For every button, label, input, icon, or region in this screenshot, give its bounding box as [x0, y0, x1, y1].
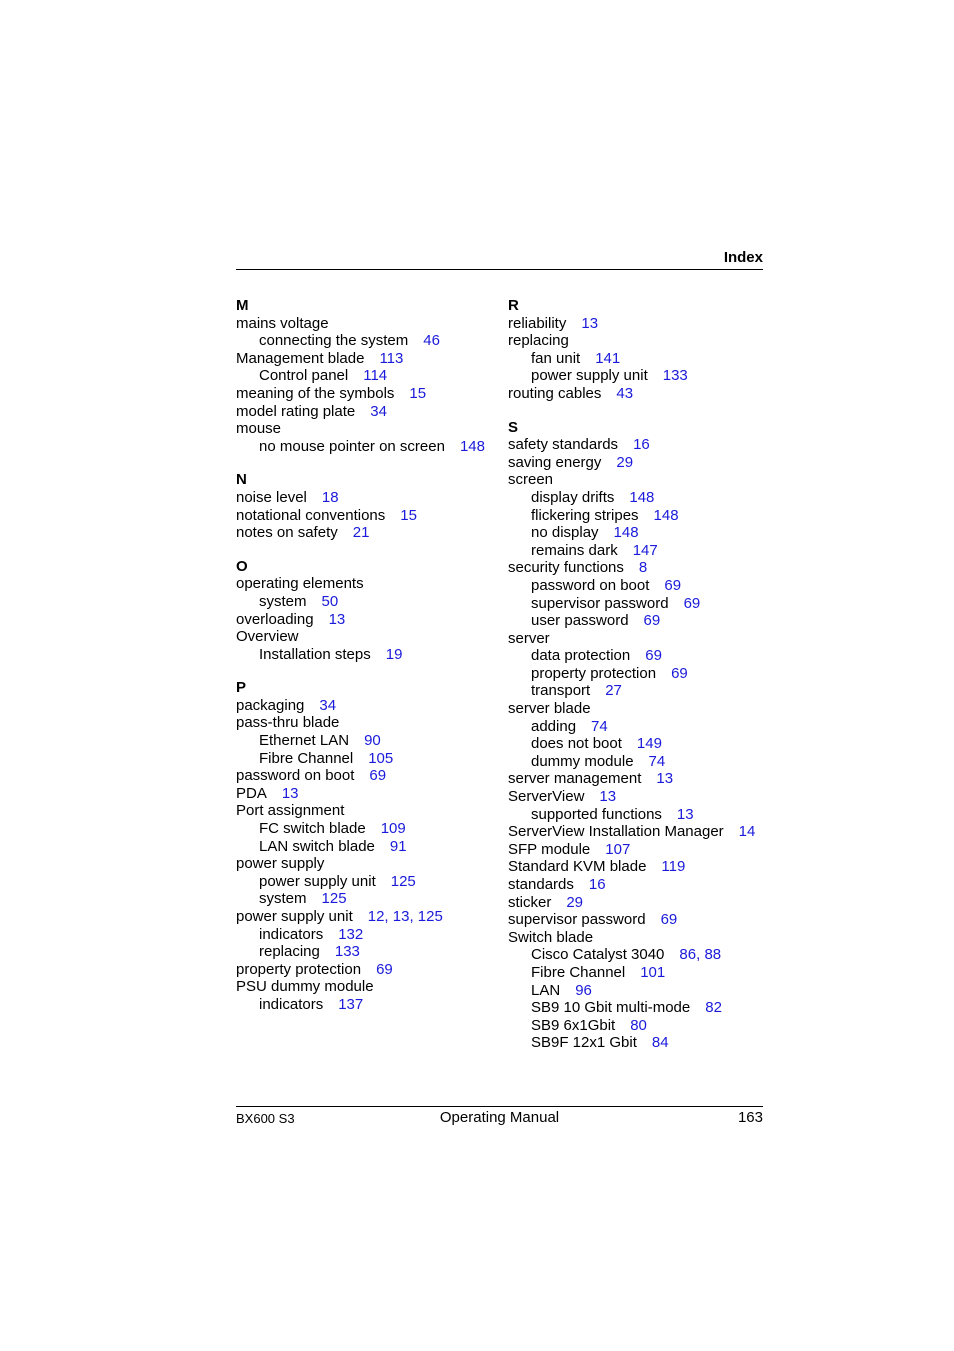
index-term: no mouse pointer on screen — [259, 437, 445, 455]
page-references — [644, 612, 661, 629]
index-entry — [508, 823, 773, 841]
index-term: power supply — [236, 855, 325, 873]
index-subentry — [508, 982, 773, 1000]
page-references — [390, 838, 407, 855]
page-references — [649, 753, 666, 770]
index-group-letter: N — [236, 471, 247, 489]
index-subentry — [508, 718, 773, 736]
page-references — [589, 876, 606, 893]
page-link[interactable]: 13 — [599, 788, 617, 806]
index-subentry — [236, 750, 501, 768]
page-link[interactable]: 29 — [616, 453, 634, 471]
index-term: property protection — [236, 960, 362, 978]
index-term: Fibre Channel — [259, 749, 354, 767]
page-link[interactable]: 88 — [704, 946, 722, 964]
index-entry — [236, 961, 501, 979]
index-term: data protection — [531, 647, 631, 665]
index-term: routing cables — [508, 384, 602, 402]
index-term: screen — [508, 471, 554, 489]
index-term: reliability — [508, 314, 567, 332]
index-term: SFP module — [508, 840, 591, 858]
index-subentry — [508, 350, 773, 368]
page-references — [282, 785, 299, 802]
index-term: does not boot — [531, 735, 622, 753]
index-entry — [508, 929, 773, 947]
index-entry — [236, 575, 501, 593]
page-link[interactable]: 125 — [417, 908, 443, 925]
page-link[interactable]: 69 — [369, 767, 387, 785]
index-term: ServerView — [508, 788, 585, 806]
page-link[interactable]: 69 — [664, 576, 682, 594]
page-link[interactable]: 13 — [676, 805, 694, 823]
footer-page-number: 163 — [737, 1109, 763, 1126]
page-link[interactable]: 69 — [376, 960, 393, 978]
index-subentry — [508, 964, 773, 982]
index-term: safety standards — [508, 436, 619, 454]
index-subentry — [508, 682, 773, 700]
page-link[interactable]: 148 — [459, 437, 485, 455]
page-link[interactable]: 27 — [605, 682, 622, 700]
index-subentry — [236, 332, 501, 350]
index-subentry — [236, 873, 501, 891]
index-entry — [236, 802, 501, 820]
page-link[interactable]: 148 — [653, 506, 679, 524]
page-link[interactable]: 13 — [328, 610, 346, 628]
page-link[interactable]: 16 — [633, 436, 650, 454]
page-references — [599, 788, 616, 805]
index-term: connecting the system — [259, 332, 409, 350]
index-subentry — [236, 593, 501, 611]
index-term: replacing — [508, 332, 569, 350]
page-references — [640, 964, 665, 981]
page-references — [595, 350, 620, 367]
index-subentry — [508, 735, 773, 753]
index-subentry — [508, 367, 773, 385]
page-link[interactable]: 90 — [364, 732, 381, 750]
index-term: overloading — [236, 610, 314, 628]
page-references — [684, 595, 701, 612]
page-link[interactable]: 132 — [338, 925, 364, 943]
page-references — [364, 732, 381, 749]
page-references — [739, 823, 756, 840]
index-entry — [508, 788, 773, 806]
index-entry — [508, 876, 773, 894]
page-separator: , — [409, 908, 418, 925]
page-references — [630, 1017, 647, 1034]
index-subentry — [508, 577, 773, 595]
index-subentry — [236, 820, 501, 838]
page-link[interactable]: 15 — [400, 506, 417, 524]
index-subentry — [508, 612, 773, 630]
page-references — [376, 961, 393, 978]
page-link[interactable]: 18 — [321, 488, 339, 506]
page-references — [664, 577, 681, 594]
page-references — [605, 841, 630, 858]
index-term: indicators — [259, 925, 324, 943]
page-link[interactable]: 125 — [390, 872, 416, 890]
index-subentry — [508, 524, 773, 542]
page-link[interactable]: 34 — [370, 402, 387, 420]
index-entry — [236, 420, 501, 438]
index-subentry — [236, 926, 501, 944]
page-references — [423, 332, 440, 349]
page-link[interactable]: 148 — [613, 524, 639, 542]
index-entry — [508, 700, 773, 718]
page-link[interactable]: 46 — [423, 332, 440, 350]
page-references — [614, 524, 639, 541]
page-link[interactable]: 82 — [705, 999, 722, 1017]
page-link[interactable]: 13 — [392, 908, 410, 925]
footer-rule — [236, 1106, 763, 1107]
page-link[interactable]: 141 — [595, 349, 621, 367]
index-subentry — [508, 542, 773, 560]
index-entry — [236, 489, 501, 507]
index-term: no display — [531, 524, 599, 542]
page-references — [460, 438, 485, 455]
index-entry — [508, 630, 773, 648]
page-references — [322, 593, 339, 610]
index-group-m — [236, 297, 501, 455]
index-term: SB9 10 Gbit multi-mode — [531, 999, 691, 1017]
index-entry — [236, 767, 501, 785]
index-group-o — [236, 558, 501, 664]
index-term: security functions — [508, 559, 624, 577]
index-term: power supply unit — [236, 908, 353, 925]
index-entry — [508, 559, 773, 577]
index-term: Control panel — [259, 367, 349, 385]
index-group-letter: M — [236, 297, 249, 314]
index-entry — [236, 403, 501, 421]
page-link[interactable]: 21 — [352, 524, 370, 542]
index-group-p — [236, 679, 501, 1013]
index-term: FC switch blade — [259, 820, 366, 838]
page-link[interactable]: 34 — [319, 696, 337, 714]
index-term: standards — [508, 876, 574, 893]
index-term: SB9F 12x1 Gbit — [531, 1034, 637, 1052]
index-entry — [236, 855, 501, 873]
index-term: supervisor password — [508, 911, 646, 929]
index-subentry — [508, 753, 773, 771]
index-subentry — [236, 890, 501, 908]
page-references — [633, 436, 650, 453]
page-link[interactable]: 109 — [380, 820, 406, 838]
page-link[interactable]: 69 — [683, 594, 701, 612]
index-term: system — [259, 890, 307, 908]
page-references — [661, 911, 678, 928]
index-term: supported functions — [531, 805, 662, 823]
index-term: indicators — [259, 995, 324, 1013]
index-subentry — [508, 665, 773, 683]
page-references — [629, 489, 654, 506]
index-term: LAN switch blade — [259, 837, 375, 855]
index-term: Cisco Catalyst 3040 — [531, 946, 665, 964]
page-link[interactable]: 43 — [616, 384, 634, 402]
page-link[interactable]: 137 — [338, 995, 364, 1013]
page-references — [370, 403, 387, 420]
page-link[interactable]: 16 — [588, 876, 606, 893]
index-entry — [508, 332, 773, 350]
index-entry — [508, 894, 773, 912]
page-link[interactable]: 69 — [660, 911, 678, 929]
index-group-letter: P — [236, 679, 247, 697]
page-references — [679, 946, 721, 963]
index-subentry — [508, 999, 773, 1017]
page-references — [656, 770, 673, 787]
page-references — [616, 454, 633, 471]
page-references — [637, 735, 662, 752]
index-term: packaging — [236, 696, 305, 714]
index-term: mains voltage — [236, 314, 329, 332]
page-link[interactable]: 96 — [575, 981, 592, 999]
index-term: Fibre Channel — [531, 963, 626, 981]
index-column-right — [508, 297, 773, 1068]
index-term: saving energy — [508, 453, 602, 471]
footer-manual-title: Operating Manual — [439, 1109, 560, 1126]
page-link[interactable]: 133 — [662, 367, 688, 385]
page-references — [363, 367, 387, 384]
page-link[interactable]: 125 — [321, 890, 347, 908]
index-subentry — [236, 367, 501, 385]
page-references — [338, 996, 363, 1013]
index-subentry — [236, 646, 501, 664]
index-subentry — [508, 647, 773, 665]
page-link[interactable]: 69 — [645, 647, 662, 665]
index-term: adding — [531, 717, 577, 735]
index-entry — [236, 507, 501, 525]
page-link[interactable]: 86 — [679, 946, 697, 964]
index-subentry — [508, 507, 773, 525]
page-references — [319, 697, 336, 714]
page-references — [663, 367, 688, 384]
index-term: PDA — [236, 784, 267, 802]
index-term: Overview — [236, 628, 299, 646]
index-entry — [508, 858, 773, 876]
index-subentry — [236, 438, 501, 456]
index-term: replacing — [259, 943, 320, 961]
index-term: notes on safety — [236, 524, 338, 542]
page-link[interactable]: 13 — [656, 770, 674, 788]
index-column-left — [236, 297, 501, 1030]
page-link[interactable]: 148 — [629, 488, 655, 506]
page-references — [633, 542, 658, 559]
page-references — [335, 943, 360, 960]
page-references — [639, 559, 647, 576]
index-term: flickering stripes — [531, 506, 639, 524]
index-entry — [508, 770, 773, 788]
page-link[interactable]: 12 — [367, 908, 385, 925]
page-references — [591, 718, 608, 735]
page-link[interactable]: 8 — [638, 559, 648, 577]
index-subentry — [508, 489, 773, 507]
index-term: system — [259, 592, 307, 610]
index-term: server — [508, 629, 550, 647]
page-link[interactable]: 69 — [643, 612, 661, 630]
index-term: Switch blade — [508, 928, 594, 946]
index-term: transport — [531, 682, 591, 700]
index-entry — [236, 315, 501, 333]
index-group-r — [508, 297, 773, 403]
page-link[interactable]: 50 — [321, 592, 339, 610]
index-term: noise level — [236, 488, 307, 506]
page-link[interactable]: 149 — [636, 735, 662, 753]
page-separator: , — [384, 908, 393, 925]
page-references — [379, 350, 403, 367]
index-term: server blade — [508, 700, 591, 718]
page-footer — [236, 1109, 763, 1129]
index-term: server management — [508, 770, 642, 788]
page-references — [616, 385, 633, 402]
index-term: notational conventions — [236, 506, 386, 524]
page-references — [677, 806, 694, 823]
page-link[interactable]: 119 — [661, 858, 686, 876]
index-term: dummy module — [531, 752, 634, 770]
index-group-letter: S — [508, 418, 519, 436]
page-link[interactable]: 19 — [385, 645, 403, 663]
index-term: Management blade — [236, 349, 365, 367]
running-head-title: Index — [723, 249, 763, 266]
index-entry — [236, 908, 501, 926]
index-term: display drifts — [531, 488, 615, 506]
index-subentry — [508, 946, 773, 964]
page-link[interactable]: 13 — [281, 784, 299, 802]
index-subentry — [508, 1034, 773, 1052]
index-term: LAN — [531, 981, 561, 999]
footer-product: BX600 S3 — [236, 1111, 295, 1126]
page-link[interactable]: 147 — [632, 541, 658, 559]
page-references — [368, 750, 393, 767]
index-entry — [508, 471, 773, 489]
page-references — [575, 982, 592, 999]
page-link[interactable]: 113 — [379, 349, 404, 367]
page-link[interactable]: 74 — [591, 717, 608, 735]
index-entry — [236, 611, 501, 629]
index-subentry — [236, 838, 501, 856]
page-link[interactable]: 107 — [605, 840, 631, 858]
index-term: sticker — [508, 893, 552, 911]
index-group-n — [236, 471, 501, 541]
page-references — [386, 646, 403, 663]
index-entry — [508, 315, 773, 333]
index-group-letter: O — [236, 557, 248, 575]
page-references — [581, 315, 598, 332]
index-entry — [508, 436, 773, 454]
page-references — [661, 858, 685, 875]
page-references — [322, 890, 347, 907]
index-entry — [236, 697, 501, 715]
index-entry — [236, 385, 501, 403]
index-entry — [236, 714, 501, 732]
page-link[interactable]: 29 — [566, 893, 584, 911]
index-subentry — [236, 732, 501, 750]
index-term: meaning of the symbols — [236, 384, 395, 402]
index-term: fan unit — [531, 349, 581, 367]
header-rule — [236, 269, 763, 270]
page-references — [409, 385, 426, 402]
index-entry — [236, 524, 501, 542]
page-link[interactable]: 105 — [368, 749, 394, 767]
index-term: mouse — [236, 420, 282, 438]
page-references — [400, 507, 417, 524]
index-entry — [508, 385, 773, 403]
index-term: password on boot — [236, 767, 355, 785]
page-link[interactable]: 74 — [648, 752, 666, 770]
index-term: Ethernet LAN — [259, 732, 350, 750]
index-group-letter: R — [508, 297, 519, 314]
index-term: user password — [531, 612, 629, 630]
page-references — [671, 665, 688, 682]
page-references — [338, 926, 363, 943]
index-term: operating elements — [236, 575, 364, 593]
index-entry — [508, 911, 773, 929]
index-subentry — [236, 943, 501, 961]
page-separator: , — [696, 946, 705, 964]
index-term: Installation steps — [259, 645, 371, 663]
index-term: Port assignment — [236, 802, 345, 820]
page-references — [391, 873, 416, 890]
index-entry — [508, 454, 773, 472]
index-term: property protection — [531, 664, 657, 682]
index-term: pass-thru blade — [236, 714, 340, 732]
index-entry — [236, 628, 501, 646]
index-entry — [236, 978, 501, 996]
index-term: Standard KVM blade — [508, 858, 647, 876]
page-references — [652, 1034, 669, 1051]
index-entry — [236, 350, 501, 368]
page-references — [329, 611, 346, 628]
page-references — [645, 647, 662, 664]
index-entry — [508, 841, 773, 859]
page-references — [566, 894, 583, 911]
index-term: SB9 6x1Gbit — [531, 1016, 616, 1034]
index-term: power supply unit — [259, 872, 376, 890]
page-link[interactable]: 84 — [651, 1034, 669, 1052]
index-group-s — [508, 419, 773, 1052]
page-link[interactable]: 69 — [671, 664, 688, 682]
index-subentry — [236, 996, 501, 1014]
page-references — [368, 908, 443, 925]
index-term: ServerView Installation Manager — [508, 823, 724, 841]
page-link[interactable]: 80 — [630, 1016, 647, 1034]
page-references — [381, 820, 406, 837]
page-link[interactable]: 133 — [334, 943, 360, 961]
page-references — [654, 507, 679, 524]
index-entry — [236, 785, 501, 803]
page-references — [705, 999, 722, 1016]
page-link[interactable]: 13 — [581, 314, 599, 332]
page-link[interactable]: 114 — [363, 367, 388, 385]
index-term: model rating plate — [236, 402, 356, 420]
index-term: power supply unit — [531, 367, 648, 385]
page-link[interactable]: 14 — [738, 823, 756, 841]
index-term: password on boot — [531, 576, 650, 594]
page-references — [605, 682, 622, 699]
index-term: remains dark — [531, 541, 618, 559]
page-references — [369, 767, 386, 784]
page-link[interactable]: 15 — [409, 384, 427, 402]
page-references — [353, 524, 370, 541]
index-subentry — [508, 595, 773, 613]
index-subentry — [508, 1017, 773, 1035]
index-subentry — [508, 806, 773, 824]
page-link[interactable]: 91 — [389, 837, 407, 855]
index-term: PSU dummy module — [236, 978, 374, 996]
page-link[interactable]: 101 — [640, 963, 666, 981]
page-references — [322, 489, 339, 506]
index-term: supervisor password — [531, 594, 669, 612]
